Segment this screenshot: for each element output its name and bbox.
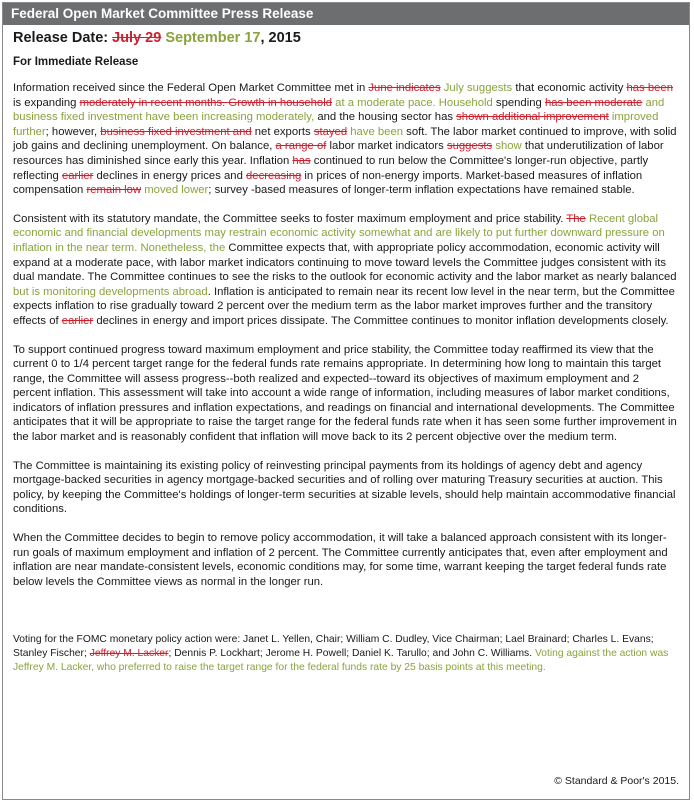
deleted-text: remain low — [86, 184, 142, 197]
inserted-text: improved further — [13, 111, 659, 138]
deleted-text: has — [292, 154, 311, 167]
release-date-inserted: September 17 — [165, 30, 261, 46]
body-text: Voting for the FOMC monetary policy action were: Janet L. Yellen, Chair; William C. Dudley, Vice Chairman; Lael Brainard; Charles L. Evans; Stanley Fischer; — [13, 634, 654, 659]
body-text: Information received since the Federal Open Market Committee met in — [13, 82, 369, 94]
deleted-text: Jeffrey M. Lacker — [89, 648, 169, 659]
paragraph-statutory-mandate — [13, 212, 679, 329]
press-release-document — [2, 2, 690, 800]
deleted-text: decreasing — [246, 169, 302, 182]
inserted-text: have been — [350, 125, 404, 138]
body-text: ; survey -based measures of longer-term inflation expectations have remained stable. — [208, 184, 635, 197]
body-text: and the housing sector has — [314, 111, 457, 124]
body-text: ; however, — [45, 125, 101, 138]
paragraph-economic-activity — [13, 81, 679, 198]
deleted-text: The — [566, 212, 586, 225]
body-text: declines in energy and import prices dissipate. The Committee continues to monitor inflation developments closely. — [93, 314, 669, 327]
inserted-text: moved lower — [144, 184, 209, 197]
deleted-text: stayed — [313, 125, 348, 138]
release-date-label: Release Date: — [13, 30, 113, 46]
immediate-release-label: For Immediate Release — [13, 56, 139, 68]
inserted-text: at a moderate pace. Household — [335, 96, 493, 109]
deleted-text: June indicates — [368, 82, 441, 94]
release-date — [13, 30, 689, 46]
document-body — [3, 81, 689, 674]
inserted-text: Voting against the action was Jeffrey M. Lacker, who preferred to raise the target range for the federal funds rate by 25 basis points at this meeting. — [13, 648, 669, 673]
body-text: Consistent with its statutory mandate, the Committee seeks to foster maximum employment and price stability. — [13, 212, 567, 225]
deleted-text: business fixed investment and — [100, 125, 252, 138]
deleted-text: moderately in recent months. Growth in household — [79, 96, 333, 109]
inserted-text: July suggests — [443, 82, 513, 94]
inserted-text: and business fixed investment have been increasing moderately, — [13, 96, 665, 124]
body-text: When the Committee decides to begin to remove policy accommodation, it will take a balanced approach consistent with its longer-run goals of maximum employment and inflation of 2 percent. The Committee currently anticipates that, even after employment and inflation are near mandate-consistent levels, economic conditions may, for some time, warrant keeping the target federal funds rate below levels the Committee views as normal in the longer run. — [13, 532, 668, 588]
copyright-notice: © Standard & Poor's 2015. — [554, 775, 679, 787]
deleted-text: earlier — [61, 314, 94, 327]
inserted-text: Recent global economic and financial developments may restrain economic activity somewhat and are likely to put further downward pressure on inflation in the near term. Nonetheless, the — [13, 212, 665, 254]
inserted-text: but is monitoring developments abroad — [13, 285, 208, 298]
paragraph-policy-removal — [13, 531, 679, 589]
body-text: To support continued progress toward maximum employment and price stability, the Committee today reaffirmed its view that the current 0 to 1/4 percent target range for the federal funds rate remains appropriate. In determining how long to maintain this target range, the Committee will assess progress--both realized and expected--toward its objectives of maximum employment and 2 percent inflation. This assessment will take into account a wide range of information, including measures of labor market conditions, indicators of inflation pressures and inflation expectations, and readings on financial and international developments. The Committee anticipates that it will be appropriate to raise the target range for the federal funds rate when it has seen some further improvement in the labor market and is reasonably confident that inflation will move back to its 2 percent objective over the medium term. — [13, 343, 677, 444]
body-text: . Inflation is anticipated to remain near its recent low level in the near term, but the Committee expects inflation to rise gradually toward 2 percent over the medium term as the labor market improves further and the transitory effects of — [13, 285, 675, 327]
document-title: Federal Open Market Committee Press Release — [11, 6, 314, 21]
release-date-year: , 2015 — [260, 30, 301, 46]
body-text: ; Dennis P. Lockhart; Jerome H. Powell; Daniel K. Tarullo; and John C. Williams. — [168, 648, 535, 659]
body-text: that economic activity — [512, 82, 627, 94]
body-text: declines in energy prices and — [93, 169, 246, 182]
body-text: The Committee is maintaining its existing policy of reinvesting principal payments from its holdings of agency debt and agency mortgage-backed securities in agency mortgage-backed securities and of rolling over maturing Treasury securities at auction. This policy, by keeping the Committee's holdings of longer-term securities at sizable levels, should help maintain accommodative financial conditions. — [13, 459, 676, 516]
deleted-text: has been moderate — [544, 96, 643, 109]
body-text: is expanding — [13, 96, 80, 109]
document-title-bar — [3, 3, 689, 25]
paragraph-reinvestment-policy — [13, 459, 679, 517]
body-text: that underutilization of labor resources has diminished since early this year. Inflation — [13, 140, 664, 167]
deleted-text: suggests — [446, 140, 493, 153]
deleted-text: shown additional improvement — [456, 111, 609, 124]
paragraph-target-range — [13, 343, 679, 445]
body-text: continued to run below the Committee's longer-run objective, partly reflecting — [13, 154, 649, 182]
release-date-deleted: July 29 — [112, 30, 162, 46]
body-text: labor market indicators — [326, 140, 447, 153]
body-text: soft. The labor market continued to improve, with solid job gains and declining unemployment. On balance, — [13, 125, 677, 153]
inserted-text: show — [495, 140, 522, 153]
body-text: net exports — [251, 125, 314, 138]
deleted-text: a range of — [275, 140, 327, 153]
body-text: Committee expects that, with appropriate policy accommodation, economic activity will expand at a moderate pace, with labor market indicators continuing to move toward levels the Committee judges consistent with its dual mandate. The Committee continues to see the risks to the outlook for economic activity and the labor market as nearly balanced — [13, 241, 677, 284]
deleted-text: earlier — [61, 169, 94, 182]
body-text: spending — [492, 96, 545, 109]
body-text: in prices of non-energy imports. Market-based measures of inflation compensation — [13, 169, 643, 197]
paragraph-voting — [13, 633, 679, 674]
deleted-text: has been — [626, 82, 673, 94]
